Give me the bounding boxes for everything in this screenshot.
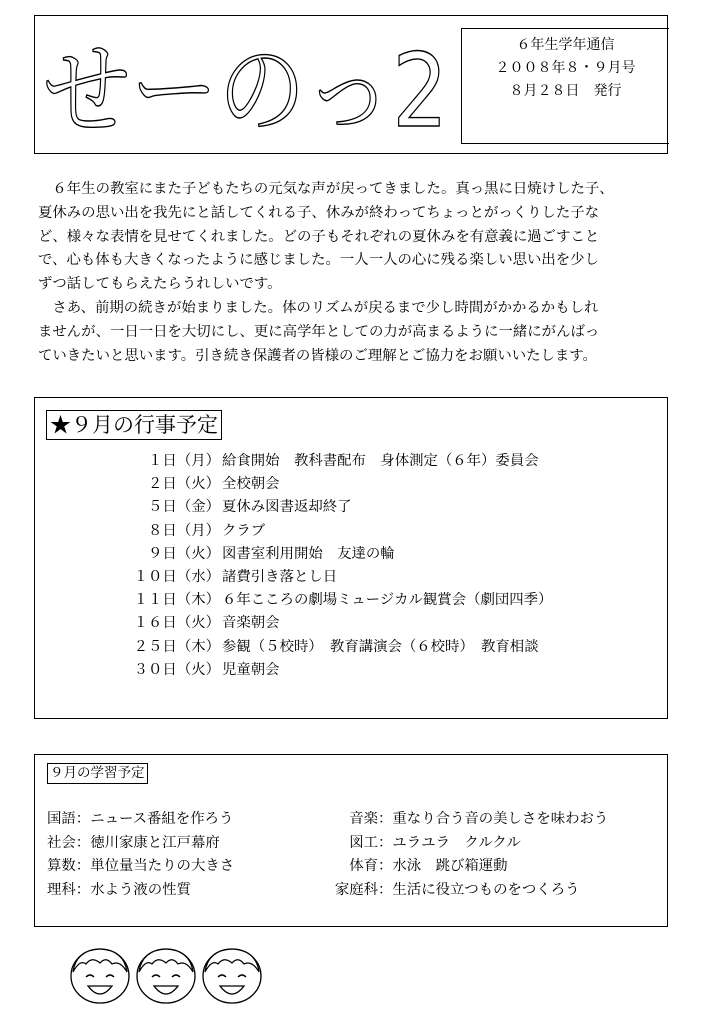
intro-line: ませんが、一日一日を大切にし、更に高学年としての力が高まるように一緒にがんばっ bbox=[38, 323, 600, 340]
event-description: 夏休み図書返却終了 bbox=[222, 499, 352, 516]
event-description: 給食開始 教科書配布 身体測定（６年）委員会 bbox=[222, 453, 539, 469]
event-date: １６日（火） bbox=[133, 615, 220, 632]
event-description: 参観（５校時） 教育講演会（６校時） 教育相談 bbox=[222, 638, 539, 655]
child-face-icon bbox=[203, 949, 261, 1003]
study-title: ９月の学習予定 bbox=[47, 763, 148, 784]
event-date: ２日（火） bbox=[148, 476, 220, 493]
study-item: 国語：ニュース番組を作ろう bbox=[47, 811, 234, 827]
study-subject: 家庭科 bbox=[334, 881, 378, 898]
events-schedule bbox=[34, 397, 668, 719]
study-column-left bbox=[47, 808, 234, 902]
event-description: 児童朝会 bbox=[222, 661, 280, 678]
study-item: 体育：水泳 跳び箱運動 bbox=[320, 855, 608, 879]
event-date: １０日（水） bbox=[133, 569, 220, 586]
study-content: 水よう液の性質 bbox=[90, 881, 191, 898]
event-description: ６年こころの劇場ミュージカル観賞会（劇団四季） bbox=[222, 592, 553, 609]
study-item: 社会：徳川家康と江戸幕府 bbox=[47, 834, 220, 851]
event-description: 図書室利用開始 友達の輪 bbox=[222, 545, 395, 562]
issue-info-line: ２００８年８・９月号 bbox=[495, 60, 636, 76]
study-content: 生活に役立つものをつくろう bbox=[392, 881, 580, 898]
event-row bbox=[35, 566, 655, 589]
study-content: 重なり合う音の美しさを味わおう bbox=[392, 811, 609, 827]
intro-line: ６年生の教室にまた子どもたちの元気な声が戻ってきました。真っ黒に日焼けした子、 bbox=[38, 181, 614, 197]
event-row bbox=[35, 612, 655, 635]
intro-message bbox=[38, 178, 678, 368]
study-subject: 図工 bbox=[349, 834, 378, 851]
study-plan bbox=[34, 754, 668, 927]
event-date: ３０日（火） bbox=[133, 661, 220, 678]
event-row bbox=[35, 520, 655, 543]
study-item: 理科：水よう液の性質 bbox=[47, 881, 191, 898]
study-item: 図工：ユラユラ クルクル bbox=[320, 832, 608, 856]
child-face-icon bbox=[137, 949, 195, 1003]
event-date: ２５日（木） bbox=[133, 638, 220, 655]
event-row bbox=[35, 473, 655, 496]
kids-illustration bbox=[68, 944, 268, 1006]
study-item: 算数：単位量当たりの大きさ bbox=[47, 858, 235, 874]
study-subject: 算数 bbox=[47, 858, 76, 874]
events-list bbox=[35, 450, 655, 682]
study-item: 家庭科：生活に役立つものをつくろう bbox=[320, 879, 608, 903]
intro-line: さあ、前期の続きが始まりました。体のリズムが戻るまで少し時間がかかるかもしれ bbox=[38, 299, 599, 316]
study-subject: 社会 bbox=[47, 834, 76, 851]
study-content: ユラユラ クルクル bbox=[392, 834, 521, 851]
event-date: ８日（月） bbox=[148, 522, 220, 539]
issue-info-line: ６年生学年通信 bbox=[516, 37, 615, 53]
study-content: 徳川家康と江戸幕府 bbox=[90, 834, 220, 851]
event-row bbox=[35, 450, 655, 473]
intro-line: ていきたいと思います。引き続き保護者の皆様のご理解とご協力をお願いいたします。 bbox=[38, 347, 597, 364]
intro-line: 夏休みの思い出を我先にと話してくれる子、休みが終わってちょっとがっくりした子な bbox=[38, 204, 600, 221]
issue-info-line: ８月２８日 発行 bbox=[509, 83, 622, 99]
study-column-right bbox=[320, 808, 608, 902]
newsletter-header bbox=[34, 15, 668, 154]
event-row bbox=[35, 589, 655, 612]
study-content: 水泳 跳び箱運動 bbox=[392, 858, 508, 874]
event-description: 諸費引き落とし日 bbox=[222, 569, 338, 586]
event-row bbox=[35, 659, 655, 682]
study-subject: 体育 bbox=[349, 858, 378, 874]
study-item: 音楽：重なり合う音の美しさを味わおう bbox=[320, 808, 608, 832]
event-description: 音楽朝会 bbox=[222, 615, 280, 632]
svg-text:せーのっ2: せーのっ2 bbox=[43, 32, 448, 151]
event-description: 全校朝会 bbox=[222, 476, 280, 493]
event-row bbox=[35, 636, 655, 659]
event-row bbox=[35, 543, 655, 566]
intro-line: で、心も体も大きくなったように感じました。一人一人の心に残る楽しい思い出を少し bbox=[38, 252, 599, 269]
study-subject: 国語 bbox=[47, 811, 76, 827]
events-title: ★９月の行事予定 bbox=[46, 410, 222, 440]
newsletter-title bbox=[35, 16, 465, 155]
study-subject: 音楽 bbox=[349, 811, 378, 827]
event-row bbox=[35, 496, 655, 519]
event-date: １１日（木） bbox=[133, 592, 220, 609]
intro-line: ずつ話してもらえたらうれしいです。 bbox=[38, 276, 282, 293]
study-content: 単位量当たりの大きさ bbox=[90, 858, 235, 874]
intro-line: ど、様々な表情を見せてくれました。どの子もそれぞれの夏休みを有意義に過ごすこと bbox=[38, 228, 600, 245]
study-content: ニュース番組を作ろう bbox=[90, 811, 234, 827]
event-date: ９日（火） bbox=[148, 545, 220, 562]
event-date: ５日（金） bbox=[148, 499, 220, 516]
study-subject: 理科 bbox=[47, 881, 76, 898]
child-face-icon bbox=[71, 949, 129, 1003]
event-description: クラブ bbox=[222, 522, 266, 539]
issue-info bbox=[461, 28, 669, 144]
event-date: １日（月） bbox=[148, 453, 220, 469]
